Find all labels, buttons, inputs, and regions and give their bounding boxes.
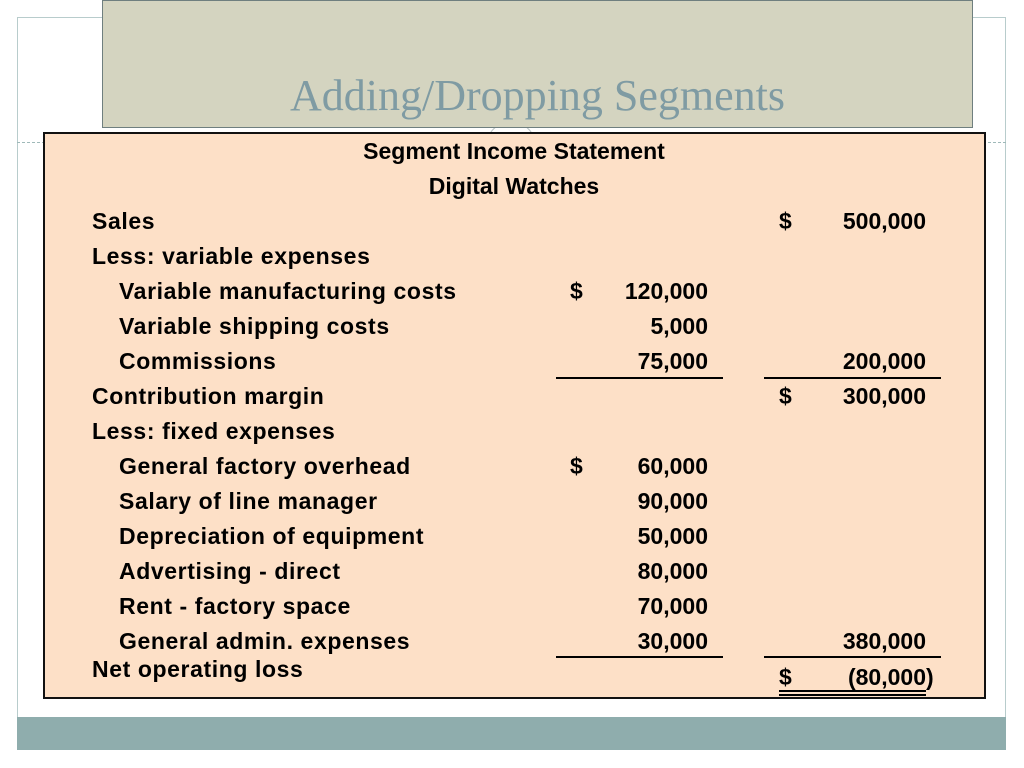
amount-value: 30,000 [637,628,708,654]
closing-paren: ) [926,664,934,690]
total-value: 200,000 [842,348,926,374]
row-salary [0,488,1024,523]
row-label: General factory overhead [119,453,411,479]
total-value: 500,000 [842,208,926,234]
row-label: General admin. expenses [119,628,411,654]
row-depreciation [0,523,1024,558]
currency-symbol: $ [570,278,583,304]
row-label: Salary of line manager [119,488,378,514]
double-underline-top [779,690,926,692]
amount-value: 5,000 [650,313,708,339]
amount-value: 90,000 [637,488,708,514]
amount-value: 70,000 [637,593,708,619]
total-value: (80,000 [847,664,926,690]
row-contribution-margin [0,383,1024,418]
double-underline-bottom [779,694,926,696]
row-label: Net operating loss [92,656,304,682]
row-label: Sales [92,208,156,234]
statement-title: Segment Income Statement [363,138,665,164]
subtotal-underline [764,377,941,379]
currency-symbol: $ [779,208,792,234]
row-label: Less: variable expenses [92,243,371,269]
total-value: 380,000 [842,628,926,654]
row-label: Variable shipping costs [119,313,390,339]
row-label: Commissions [119,348,277,374]
total-value: 300,000 [842,383,926,409]
slide-title: Adding/Dropping Segments [290,71,785,120]
currency-symbol: $ [570,453,583,479]
footer-band [17,717,1006,750]
row-label: Rent - factory space [119,593,351,619]
row-less-fixed [0,418,1024,453]
row-label: Depreciation of equipment [119,523,425,549]
row-label: Advertising - direct [119,558,341,584]
row-sales [0,208,1024,243]
row-label: Contribution margin [92,383,325,409]
amount-value: 80,000 [637,558,708,584]
row-advertising [0,558,1024,593]
row-less-variable [0,243,1024,278]
currency-symbol: $ [779,383,792,409]
row-label: Variable manufacturing costs [119,278,457,304]
statement-subtitle: Digital Watches [428,173,600,199]
amount-value: 50,000 [637,523,708,549]
row-rent [0,593,1024,628]
row-variable-shipping [0,313,1024,348]
row-factory-overhead [0,453,1024,488]
row-variable-manufacturing [0,278,1024,313]
amount-value: 120,000 [624,278,708,304]
subtotal-underline [556,377,723,379]
amount-value: 75,000 [637,348,708,374]
amount-value: 60,000 [637,453,708,479]
row-label: Less: fixed expenses [92,418,336,444]
currency-symbol: $ [779,664,792,690]
